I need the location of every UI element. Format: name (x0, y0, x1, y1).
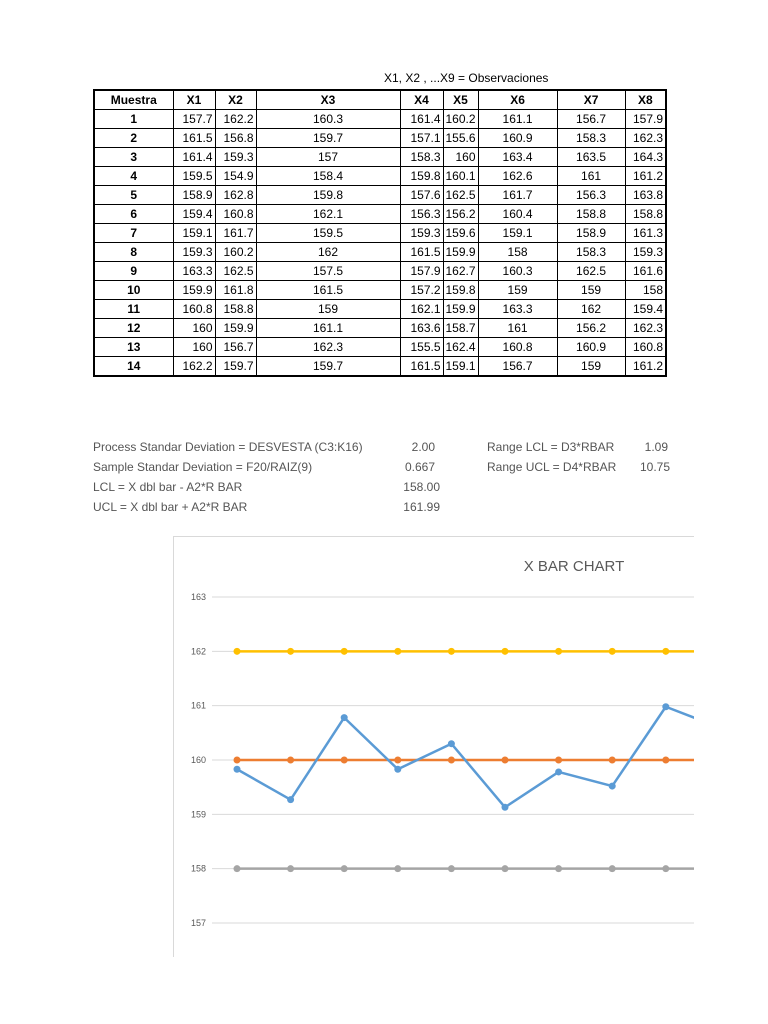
observation-cell: 160.8 (625, 338, 666, 357)
observation-cell: 159.3 (215, 148, 256, 167)
observation-cell: 159.1 (443, 357, 478, 377)
range-lcl-label: Range LCL = D3*RBAR (487, 440, 615, 454)
table-row (94, 262, 666, 281)
table-row (94, 110, 666, 129)
data-point (234, 757, 241, 764)
observation-cell: 160 (443, 148, 478, 167)
observation-cell: 157.6 (400, 186, 443, 205)
observation-cell: 159.4 (625, 300, 666, 319)
observation-cell: 161.1 (256, 319, 400, 338)
data-point (341, 865, 348, 872)
observation-cell: 160.8 (478, 338, 557, 357)
column-header-x2: X2 (215, 90, 256, 110)
data-point (609, 648, 616, 655)
observation-cell: 162.5 (443, 186, 478, 205)
sample-number-cell: 1 (94, 110, 173, 129)
chart-series (234, 648, 695, 872)
observation-cell: 163.3 (173, 262, 215, 281)
observation-cell: 159 (557, 281, 625, 300)
observation-cell: 162.4 (443, 338, 478, 357)
data-point (287, 796, 294, 803)
observation-cell: 156.2 (443, 205, 478, 224)
observation-cell: 157 (256, 148, 400, 167)
observation-cell: 157.7 (173, 110, 215, 129)
sample-std-value: 0.667 (404, 460, 435, 474)
observation-cell: 159.1 (173, 224, 215, 243)
observation-cell: 160.8 (215, 205, 256, 224)
observation-cell: 161 (478, 319, 557, 338)
observation-cell: 158.3 (557, 243, 625, 262)
table-row (94, 148, 666, 167)
data-point (448, 648, 455, 655)
table-caption: X1, X2 , ...X9 = Observaciones (384, 71, 549, 85)
observation-cell: 154.9 (215, 167, 256, 186)
range-ucl-value: 10.75 (639, 460, 670, 474)
observation-cell: 162.7 (443, 262, 478, 281)
table-row (94, 281, 666, 300)
observation-cell: 159.8 (400, 167, 443, 186)
data-point (662, 703, 669, 710)
observation-cell: 157.5 (256, 262, 400, 281)
observation-cell: 159.7 (256, 357, 400, 377)
observation-cell: 157.9 (625, 110, 666, 129)
observation-cell: 162.2 (215, 110, 256, 129)
observation-cell: 159.5 (173, 167, 215, 186)
y-axis-ticks (191, 592, 206, 928)
observation-cell: 160 (173, 319, 215, 338)
y-tick-label: 163 (190, 592, 206, 602)
observation-cell: 159.8 (443, 281, 478, 300)
column-header-x4: X4 (400, 90, 443, 110)
observation-cell: 161.7 (215, 224, 256, 243)
sample-number-cell: 7 (94, 224, 173, 243)
observation-cell: 158.4 (256, 167, 400, 186)
observations-table (93, 89, 667, 377)
data-point (287, 865, 294, 872)
observation-cell: 163.5 (557, 148, 625, 167)
table-row (94, 357, 666, 377)
observation-cell: 162.8 (215, 186, 256, 205)
observation-cell: 161.2 (625, 167, 666, 186)
observation-cell: 159.9 (215, 319, 256, 338)
ucl-label: UCL = X dbl bar + A2*R BAR (93, 500, 248, 514)
table-row (94, 243, 666, 262)
observation-cell: 158.7 (443, 319, 478, 338)
observation-cell: 158.8 (215, 300, 256, 319)
data-point (555, 757, 562, 764)
observation-cell: 159.9 (443, 300, 478, 319)
data-point (341, 648, 348, 655)
range-ucl-label: Range UCL = D4*RBAR (487, 460, 617, 474)
observation-cell: 161.1 (478, 110, 557, 129)
chart-title: X BAR CHART (523, 558, 625, 575)
observation-cell: 160.8 (173, 300, 215, 319)
observation-cell: 155.6 (443, 129, 478, 148)
observation-cell: 163.3 (478, 300, 557, 319)
observation-cell: 161.4 (173, 148, 215, 167)
sample-number-cell: 14 (94, 357, 173, 377)
data-point (609, 865, 616, 872)
observation-cell: 160.4 (478, 205, 557, 224)
observation-cell: 156.3 (557, 186, 625, 205)
observation-cell: 159.3 (625, 243, 666, 262)
observation-cell: 159.7 (215, 357, 256, 377)
x-bar-chart (173, 536, 694, 957)
data-point (394, 648, 401, 655)
observation-cell: 160.1 (443, 167, 478, 186)
chart-svg (174, 537, 694, 957)
data-point (662, 757, 669, 764)
observation-cell: 164.3 (625, 148, 666, 167)
observation-cell: 157.9 (400, 262, 443, 281)
data-point (234, 766, 241, 773)
observation-cell: 163.8 (625, 186, 666, 205)
observation-cell: 159.9 (443, 243, 478, 262)
y-tick-label: 158 (190, 863, 206, 874)
column-header-x5: X5 (443, 90, 478, 110)
column-header-x7: X7 (557, 90, 625, 110)
data-point (609, 757, 616, 764)
lcl-label: LCL = X dbl bar - A2*R BAR (93, 480, 243, 494)
observation-cell: 162.3 (256, 338, 400, 357)
observation-cell: 161.3 (625, 224, 666, 243)
table-row (94, 224, 666, 243)
observation-cell: 162.2 (173, 357, 215, 377)
column-header-x1: X1 (173, 90, 215, 110)
observation-cell: 158.3 (557, 129, 625, 148)
sample-number-cell: 2 (94, 129, 173, 148)
observation-cell: 161.7 (478, 186, 557, 205)
observation-cell: 161.4 (400, 110, 443, 129)
observation-cell: 161.5 (256, 281, 400, 300)
sample-number-cell: 6 (94, 205, 173, 224)
observation-cell: 159.4 (173, 205, 215, 224)
column-header-x8: X8 (625, 90, 666, 110)
data-point (502, 804, 509, 811)
data-point (502, 648, 509, 655)
observation-cell: 159.3 (173, 243, 215, 262)
observation-cell: 158.3 (400, 148, 443, 167)
range-lcl-value: 1.09 (644, 440, 668, 454)
observation-cell: 160.9 (557, 338, 625, 357)
observation-cell: 161.6 (625, 262, 666, 281)
observation-cell: 158 (478, 243, 557, 262)
observation-cell: 157.2 (400, 281, 443, 300)
observation-cell: 159 (557, 357, 625, 377)
observation-cell: 160 (173, 338, 215, 357)
observation-cell: 158.9 (557, 224, 625, 243)
observation-cell: 161.5 (400, 357, 443, 377)
y-tick-label: 162 (190, 646, 206, 657)
process-std-label: Process Standar Deviation = DESVESTA (C3:K16) (93, 440, 363, 454)
observation-cell: 156.7 (557, 110, 625, 129)
table-row (94, 205, 666, 224)
sample-number-cell: 10 (94, 281, 173, 300)
y-tick-label: 157 (190, 918, 206, 928)
data-point (448, 757, 455, 764)
observation-cell: 162.5 (215, 262, 256, 281)
observation-cell: 158 (625, 281, 666, 300)
table-header-row (94, 90, 666, 110)
data-point (394, 865, 401, 872)
observation-cell: 156.7 (215, 338, 256, 357)
table-row (94, 319, 666, 338)
observation-cell: 162.6 (478, 167, 557, 186)
series-line-0 (237, 707, 694, 808)
data-point (662, 648, 669, 655)
sample-number-cell: 4 (94, 167, 173, 186)
sample-number-cell: 9 (94, 262, 173, 281)
table-row (94, 167, 666, 186)
observation-cell: 159.8 (256, 186, 400, 205)
observation-cell: 160.2 (443, 110, 478, 129)
data-point (448, 865, 455, 872)
sample-number-cell: 5 (94, 186, 173, 205)
data-point (234, 648, 241, 655)
table-row (94, 129, 666, 148)
y-tick-label: 159 (190, 809, 206, 820)
table-row (94, 186, 666, 205)
observation-cell: 159.5 (256, 224, 400, 243)
observation-cell: 161.2 (625, 357, 666, 377)
observation-cell: 159 (256, 300, 400, 319)
sample-number-cell: 3 (94, 148, 173, 167)
observation-cell: 159.6 (443, 224, 478, 243)
ucl-value: 161.99 (403, 500, 440, 514)
observation-cell: 162 (256, 243, 400, 262)
data-point (609, 783, 616, 790)
observation-cell: 158.8 (625, 205, 666, 224)
table-row (94, 338, 666, 357)
observation-cell: 162 (557, 300, 625, 319)
data-point (394, 766, 401, 773)
column-header-x3: X3 (256, 90, 400, 110)
observation-cell: 161.8 (215, 281, 256, 300)
observation-cell: 162.1 (400, 300, 443, 319)
observation-cell: 162.3 (625, 129, 666, 148)
column-header-x6: X6 (478, 90, 557, 110)
observation-cell: 161 (557, 167, 625, 186)
column-header-muestra: Muestra (94, 90, 173, 110)
data-point (341, 714, 348, 721)
observation-cell: 162.1 (256, 205, 400, 224)
observation-cell: 161.5 (173, 129, 215, 148)
observation-cell: 159.9 (173, 281, 215, 300)
observation-cell: 159.7 (256, 129, 400, 148)
observation-cell: 156.2 (557, 319, 625, 338)
observation-cell: 159.3 (400, 224, 443, 243)
data-point (234, 865, 241, 872)
y-tick-label: 160 (190, 755, 206, 765)
observation-cell: 160.3 (256, 110, 400, 129)
observation-cell: 160.2 (215, 243, 256, 262)
observation-cell: 158.8 (557, 205, 625, 224)
data-point (662, 865, 669, 872)
y-tick-label: 161 (190, 700, 206, 711)
observation-cell: 158.9 (173, 186, 215, 205)
observation-cell: 161.5 (400, 243, 443, 262)
sample-number-cell: 13 (94, 338, 173, 357)
data-point (555, 865, 562, 872)
data-point (394, 757, 401, 764)
data-point (502, 865, 509, 872)
observation-cell: 163.4 (478, 148, 557, 167)
observation-cell: 163.6 (400, 319, 443, 338)
observation-cell: 159 (478, 281, 557, 300)
observation-cell: 159.1 (478, 224, 557, 243)
observation-cell: 157.1 (400, 129, 443, 148)
sample-std-label: Sample Standar Deviation = F20/RAIZ(9) (93, 460, 313, 474)
process-std-value: 2.00 (411, 440, 435, 454)
data-point (287, 648, 294, 655)
observation-cell: 156.3 (400, 205, 443, 224)
observation-cell: 155.5 (400, 338, 443, 357)
observation-cell: 160.9 (478, 129, 557, 148)
sample-number-cell: 8 (94, 243, 173, 262)
observation-cell: 160.3 (478, 262, 557, 281)
lcl-value: 158.00 (403, 480, 440, 494)
data-point (341, 757, 348, 764)
observation-cell: 162.5 (557, 262, 625, 281)
observation-cell: 156.7 (478, 357, 557, 377)
data-point (555, 768, 562, 775)
data-point (555, 648, 562, 655)
sample-number-cell: 11 (94, 300, 173, 319)
data-point (502, 757, 509, 764)
data-point (448, 740, 455, 747)
sample-number-cell: 12 (94, 319, 173, 338)
table-row (94, 300, 666, 319)
observation-cell: 162.3 (625, 319, 666, 338)
observation-cell: 156.8 (215, 129, 256, 148)
data-point (287, 757, 294, 764)
